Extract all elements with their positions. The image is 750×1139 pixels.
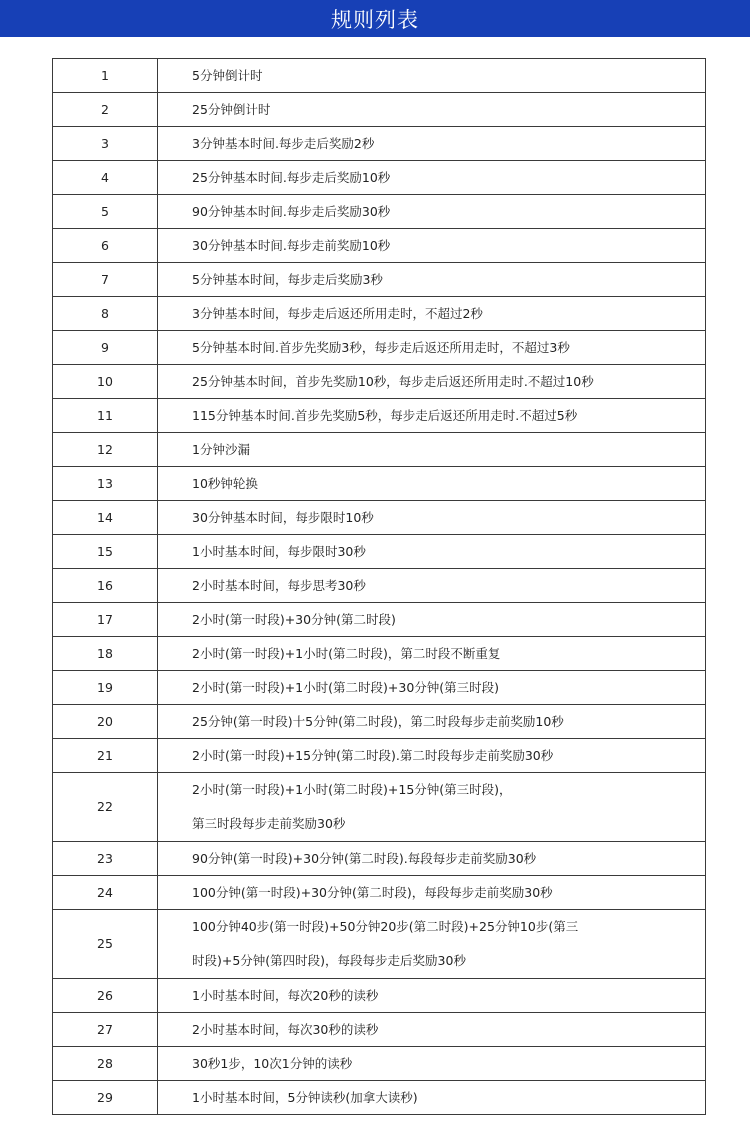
rule-number: 6 bbox=[53, 229, 158, 263]
rule-number: 1 bbox=[53, 59, 158, 93]
table-row bbox=[53, 637, 706, 671]
rule-number: 11 bbox=[53, 399, 158, 433]
rule-text: 5分钟基本时间.首步先奖励3秒，每步走后返还所用走时，不超过3秒 bbox=[158, 331, 706, 365]
rule-number: 10 bbox=[53, 365, 158, 399]
table-row bbox=[53, 229, 706, 263]
rule-text bbox=[158, 773, 706, 842]
rule-number: 16 bbox=[53, 569, 158, 603]
rule-text: 1小时基本时间，每次20秒的读秒 bbox=[158, 979, 706, 1013]
table-row bbox=[53, 93, 706, 127]
table-row bbox=[53, 535, 706, 569]
rule-text: 2小时(第一时段)+15分钟(第二时段).第二时段每步走前奖励30秒 bbox=[158, 739, 706, 773]
rule-number: 27 bbox=[53, 1013, 158, 1047]
table-row bbox=[53, 399, 706, 433]
table-row bbox=[53, 773, 706, 842]
rule-number: 23 bbox=[53, 842, 158, 876]
rule-text-line: 第三时段每步走前奖励30秒 bbox=[192, 816, 346, 831]
table-row bbox=[53, 1047, 706, 1081]
rule-text: 25分钟基本时间，首步先奖励10秒，每步走后返还所用走时.不超过10秒 bbox=[158, 365, 706, 399]
rule-text: 90分钟基本时间.每步走后奖励30秒 bbox=[158, 195, 706, 229]
rule-number: 18 bbox=[53, 637, 158, 671]
rule-number: 4 bbox=[53, 161, 158, 195]
table-row bbox=[53, 127, 706, 161]
rule-text: 115分钟基本时间.首步先奖励5秒，每步走后返还所用走时.不超过5秒 bbox=[158, 399, 706, 433]
table-row bbox=[53, 979, 706, 1013]
table-row bbox=[53, 195, 706, 229]
table-row bbox=[53, 842, 706, 876]
table-row bbox=[53, 910, 706, 979]
rule-text-line: 100分钟40步(第一时段)+50分钟20步(第二时段)+25分钟10步(第三 bbox=[192, 919, 579, 934]
rule-number: 17 bbox=[53, 603, 158, 637]
rule-text: 10秒钟轮换 bbox=[158, 467, 706, 501]
rule-number: 22 bbox=[53, 773, 158, 842]
rule-text: 25分钟基本时间.每步走后奖励10秒 bbox=[158, 161, 706, 195]
rule-number: 8 bbox=[53, 297, 158, 331]
table-row bbox=[53, 671, 706, 705]
rule-text: 1分钟沙漏 bbox=[158, 433, 706, 467]
rule-text: 3分钟基本时间，每步走后返还所用走时，不超过2秒 bbox=[158, 297, 706, 331]
rule-text: 2小时基本时间，每步思考30秒 bbox=[158, 569, 706, 603]
rule-text: 30秒1步，10次1分钟的读秒 bbox=[158, 1047, 706, 1081]
table-row bbox=[53, 59, 706, 93]
rule-number: 19 bbox=[53, 671, 158, 705]
page-header bbox=[0, 0, 750, 37]
table-row bbox=[53, 705, 706, 739]
table-row bbox=[53, 1081, 706, 1115]
rule-number: 21 bbox=[53, 739, 158, 773]
rule-text: 1小时基本时间，5分钟读秒(加拿大读秒) bbox=[158, 1081, 706, 1115]
table-row bbox=[53, 263, 706, 297]
rule-text-line: 时段)+5分钟(第四时段)，每段每步走后奖励30秒 bbox=[192, 953, 466, 968]
rule-text: 1小时基本时间，每步限时30秒 bbox=[158, 535, 706, 569]
table-row bbox=[53, 1013, 706, 1047]
rule-text: 2小时(第一时段)+30分钟(第二时段) bbox=[158, 603, 706, 637]
rule-number: 7 bbox=[53, 263, 158, 297]
rule-text: 25分钟(第一时段)十5分钟(第二时段)，第二时段每步走前奖励10秒 bbox=[158, 705, 706, 739]
table-row bbox=[53, 365, 706, 399]
table-row bbox=[53, 467, 706, 501]
rule-text: 100分钟(第一时段)+30分钟(第二时段)，每段每步走前奖励30秒 bbox=[158, 876, 706, 910]
rule-number: 29 bbox=[53, 1081, 158, 1115]
rule-number: 9 bbox=[53, 331, 158, 365]
table-row bbox=[53, 331, 706, 365]
rule-text: 30分钟基本时间.每步走前奖励10秒 bbox=[158, 229, 706, 263]
table-row bbox=[53, 569, 706, 603]
rule-number: 14 bbox=[53, 501, 158, 535]
rule-text-line: 2小时(第一时段)+1小时(第二时段)+15分钟(第三时段)， bbox=[192, 782, 512, 797]
table-row bbox=[53, 603, 706, 637]
rule-text: 2小时(第一时段)+1小时(第二时段)，第二时段不断重复 bbox=[158, 637, 706, 671]
rule-text: 5分钟倒计时 bbox=[158, 59, 706, 93]
rule-number: 20 bbox=[53, 705, 158, 739]
rule-number: 26 bbox=[53, 979, 158, 1013]
rule-number: 15 bbox=[53, 535, 158, 569]
page-title: 规则列表 bbox=[331, 7, 419, 32]
rule-number: 13 bbox=[53, 467, 158, 501]
rule-text: 3分钟基本时间.每步走后奖励2秒 bbox=[158, 127, 706, 161]
rule-number: 24 bbox=[53, 876, 158, 910]
rule-text: 30分钟基本时间，每步限时10秒 bbox=[158, 501, 706, 535]
rule-text bbox=[158, 910, 706, 979]
rule-number: 3 bbox=[53, 127, 158, 161]
rule-text: 2小时(第一时段)+1小时(第二时段)+30分钟(第三时段) bbox=[158, 671, 706, 705]
rule-number: 12 bbox=[53, 433, 158, 467]
rule-number: 2 bbox=[53, 93, 158, 127]
rule-number: 5 bbox=[53, 195, 158, 229]
table-row bbox=[53, 501, 706, 535]
table-row bbox=[53, 739, 706, 773]
rule-text: 5分钟基本时间，每步走后奖励3秒 bbox=[158, 263, 706, 297]
table-row bbox=[53, 161, 706, 195]
table-row bbox=[53, 876, 706, 910]
rules-table bbox=[52, 58, 706, 1115]
table-row bbox=[53, 433, 706, 467]
table-row bbox=[53, 297, 706, 331]
rule-number: 28 bbox=[53, 1047, 158, 1081]
rule-text: 2小时基本时间，每次30秒的读秒 bbox=[158, 1013, 706, 1047]
rule-number: 25 bbox=[53, 910, 158, 979]
rule-text: 90分钟(第一时段)+30分钟(第二时段).每段每步走前奖励30秒 bbox=[158, 842, 706, 876]
rule-text: 25分钟倒计时 bbox=[158, 93, 706, 127]
